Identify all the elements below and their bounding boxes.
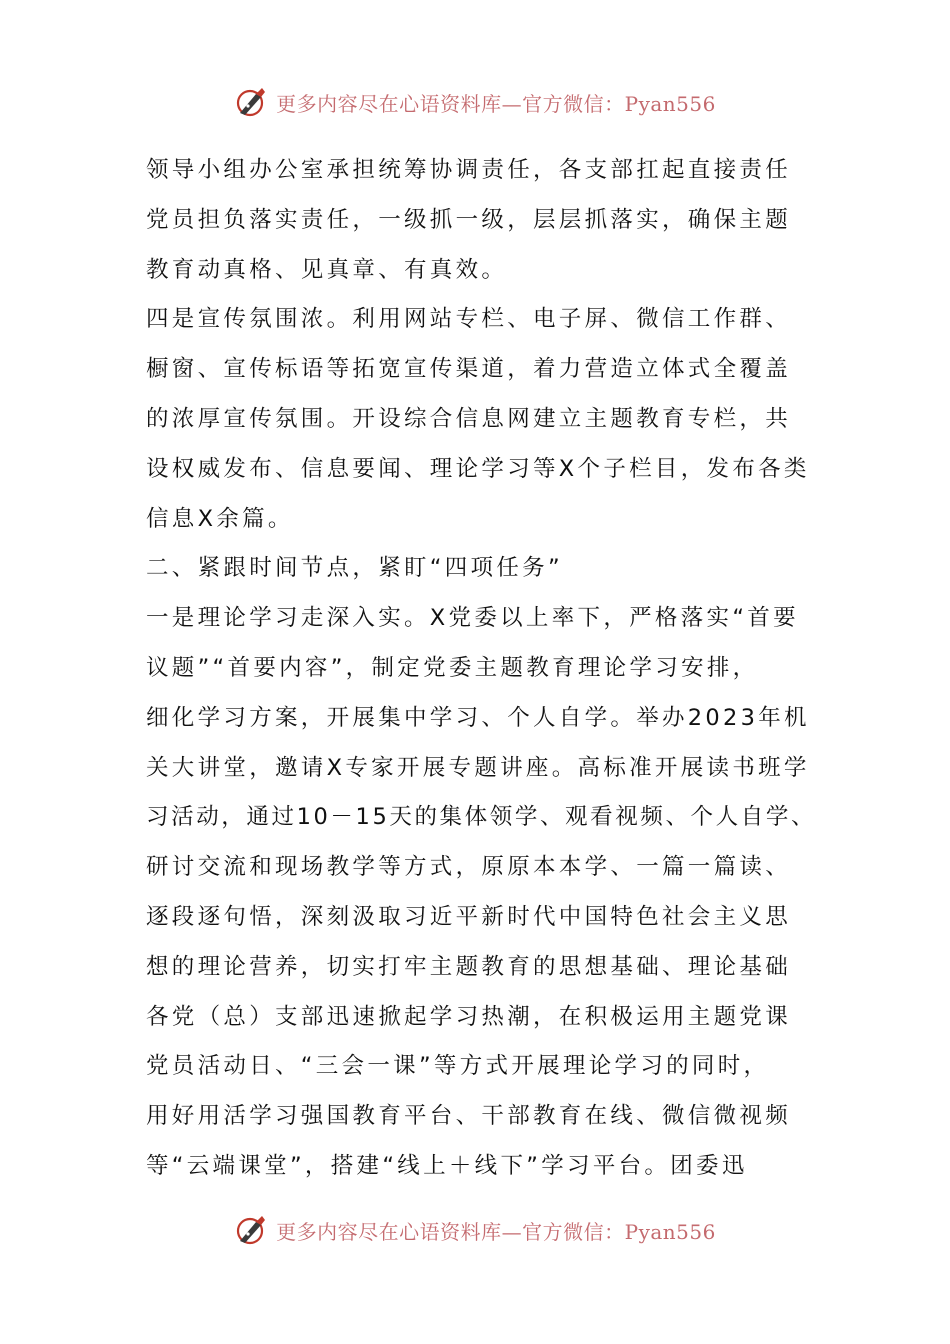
text-line-21: 等“云端课堂”，搭建“线上＋线下”学习平台。团委迅 [146,1152,748,1179]
text-line-14: 习活动，通过10－15天的集体领学、观看视频、个人自学、 [146,804,817,831]
text-line-12: 细化学习方案，开展集中学习、个人自学。举办2023年机 [146,704,810,731]
footer-watermark-banner [0,1210,950,1250]
text-line-18: 各党（总）支部迅速掀起学习热潮，在积极运用主题党课 [146,1003,792,1030]
text-line-2: 党员担负落实责任，一级抓一级，层层抓落实，确保主题 [146,206,792,233]
header-watermark-text: 更多内容尽在心语资料库—官方微信：Pyan556 [276,91,716,116]
text-line-10: 一是理论学习走深入实。X党委以上率下，严格落实“首要 [146,605,799,632]
text-line-11: 议题”“首要内容”，制定党委主题教育理论学习安排， [146,654,759,681]
text-line-1: 领导小组办公室承担统筹协调责任，各支部扛起直接责任 [146,157,792,183]
text-line-4: 四是宣传氛围浓。利用网站专栏、电子屏、微信工作群、 [146,306,792,333]
header-watermark-banner [0,82,950,122]
text-line-13: 关大讲堂，邀请X专家开展专题讲座。高标准开展读书班学 [146,754,810,781]
pen-nib-logo-icon [234,1213,268,1247]
pen-nib-logo-icon [234,85,268,119]
text-line-7: 设权威发布、信息要闻、理论学习等X个子栏目，发布各类 [146,455,810,482]
section-heading: 二、紧跟时间节点，紧盯“四项任务” [146,555,563,582]
text-line-5: 橱窗、宣传标语等拓宽宣传渠道，着力营造立体式全覆盖 [146,356,792,383]
text-line-8: 信息X余篇。 [146,505,294,532]
text-line-17: 想的理论营养，切实打牢主题教育的思想基础、理论基础 [146,953,792,980]
text-line-15: 研讨交流和现场教学等方式，原原本本学、一篇一篇读、 [146,854,792,881]
text-line-6: 的浓厚宣传氛围。开设综合信息网建立主题教育专栏，共 [146,405,792,432]
text-line-20: 用好用活学习强国教育平台、干部教育在线、微信微视频 [146,1103,792,1130]
document-body [146,146,826,1192]
text-line-16: 逐段逐句悟，深刻汲取习近平新时代中国特色社会主义思 [146,903,792,930]
text-line-3: 教育动真格、见真章、有真效。 [146,256,508,283]
text-line-19: 党员活动日、“三会一课”等方式开展理论学习的同时， [146,1053,770,1080]
footer-watermark-text: 更多内容尽在心语资料库—官方微信：Pyan556 [276,1219,716,1244]
